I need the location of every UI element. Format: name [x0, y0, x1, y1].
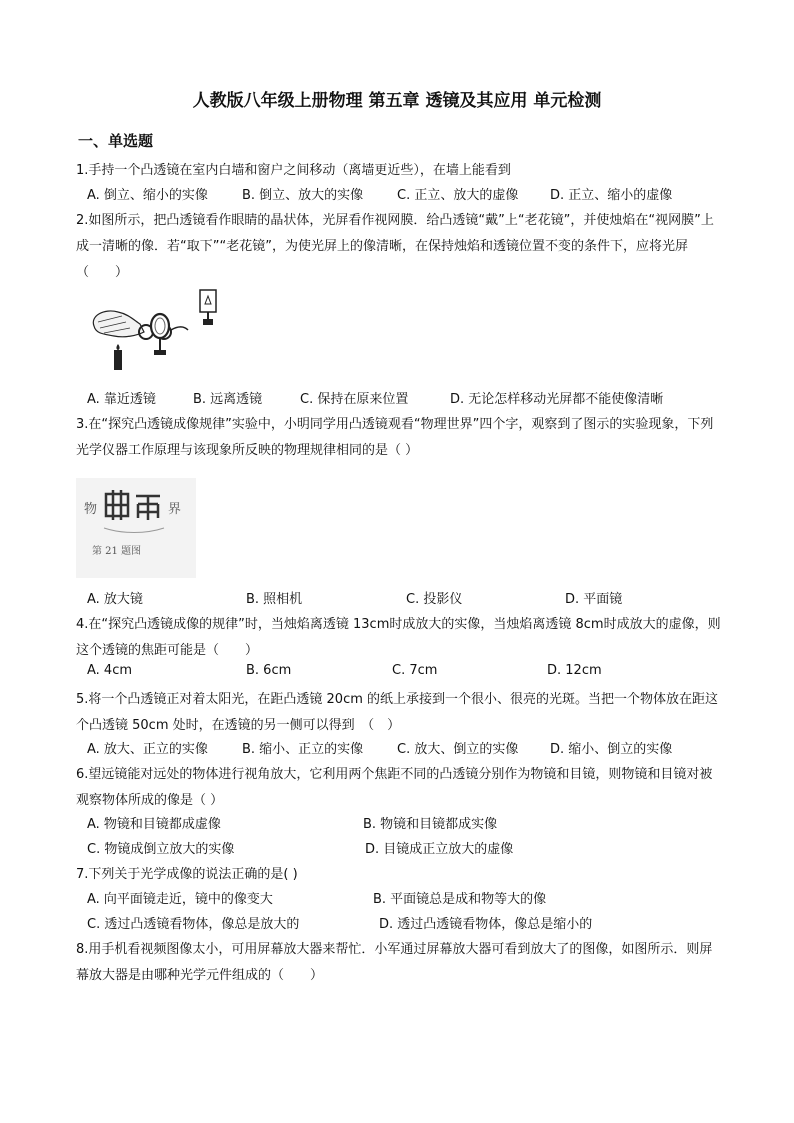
option-c: C. 透过凸透镜看物体，像总是放大的	[87, 917, 300, 932]
option-a: A. 倒立、缩小的实像	[87, 188, 208, 203]
question-2-figure	[84, 286, 234, 376]
option-b: B. 平面镜总是成和物等大的像	[373, 892, 547, 907]
question-1-options	[87, 184, 727, 208]
option-c: C. 物镜成倒立放大的实像	[87, 842, 235, 857]
question-6-options-row-2	[87, 838, 727, 862]
question-2-options	[87, 388, 727, 412]
question-8-stem: 8.用手机看视频图像太小，可用屏幕放大器来帮忙．小军通过屏幕放大器可看到放大了的图像，如图所示．则屏幕放大器是由哪种光学元件组成的（ ）	[76, 942, 713, 983]
option-d: D. 平面镜	[565, 592, 623, 607]
option-a: A. 向平面镜走近，镜中的像变大	[87, 892, 273, 907]
option-d: D. 透过凸透镜看物体，像总是缩小的	[379, 917, 593, 932]
option-a: A. 4cm	[87, 663, 133, 678]
option-a: A. 靠近透镜	[87, 392, 156, 407]
option-a: A. 放大、正立的实像	[87, 742, 208, 757]
option-c: C. 7cm	[392, 663, 438, 678]
question-5-stem: 5.将一个凸透镜正对着太阳光，在距凸透镜 20cm 的纸上承接到一个很小、很亮的光斑。当把一个物体放在距这个凸透镜 50cm 处时，在透镜的另一侧可以得到 （ ）	[76, 692, 719, 733]
option-d: D. 缩小、倒立的实像	[550, 742, 673, 757]
option-c: C. 保持在原来位置	[300, 392, 409, 407]
question-6-options-row-1	[87, 813, 727, 837]
option-b: B. 照相机	[246, 592, 303, 607]
option-c: C. 放大、倒立的实像	[397, 742, 519, 757]
question-4-stem: 4.在“探究凸透镜成像的规律”时，当烛焰离透镜 13cm时成放大的实像，当烛焰离透镜 8cm时成放大的虚像，则这个透镜的焦距可能是（ ）	[76, 617, 721, 658]
question-6-stem: 6.望远镜能对远处的物体进行视角放大，它利用两个焦距不同的凸透镜分别作为物镜和目镜，则物镜和目镜对被观察物体所成的像是（ ）	[76, 767, 713, 808]
magnified-characters-illustration	[102, 484, 166, 534]
question-7-options-row-2	[87, 913, 727, 937]
option-b: B. 远离透镜	[193, 392, 263, 407]
question-3-options	[87, 588, 727, 612]
candle-lens-glasses-illustration	[84, 286, 234, 376]
option-b: B. 倒立、放大的实像	[242, 188, 364, 203]
question-4-options	[87, 663, 727, 687]
figure-caption: 第 21 题图	[92, 546, 142, 557]
question-3-figure	[76, 478, 196, 578]
option-d: D. 目镜成正立放大的虚像	[365, 842, 514, 857]
section-heading: 一、单选题	[78, 132, 154, 150]
question-1-stem: 1.手持一个凸透镜在室内白墙和窗户之间移动（离墙更近些），在墙上能看到	[76, 163, 511, 178]
option-a: A. 物镜和目镜都成虚像	[87, 817, 221, 832]
question-7-options-row-1	[87, 888, 727, 912]
option-a: A. 放大镜	[87, 592, 143, 607]
option-b: B. 缩小、正立的实像	[242, 742, 364, 757]
option-c: C. 投影仪	[406, 592, 463, 607]
figure-char-left: 物	[84, 502, 98, 517]
question-2-stem: 2.如图所示，把凸透镜看作眼睛的晶状体，光屏看作视网膜．给凸透镜“戴”上“老花镜”，并使烛焰在“视网膜”上成一清晰的像．若“取下”“老花镜”，为使光屏上的像清晰，在保持烛焰和透镜位置不变的条件下，应将光屏（ ）	[76, 213, 714, 280]
question-7-stem: 7.下列关于光学成像的说法正确的是( )	[76, 867, 298, 882]
page-title: 人教版八年级上册物理 第五章 透镜及其应用 单元检测	[192, 91, 602, 111]
question-5-options	[87, 738, 727, 762]
question-3-stem: 3.在“探究凸透镜成像规律”实验中，小明同学用凸透镜观看“物理世界”四个字，观察到了图示的实验现象，下列光学仪器工作原理与该现象所反映的物理规律相同的是（ ）	[76, 417, 714, 458]
figure-char-right: 界	[168, 502, 182, 517]
option-c: C. 正立、放大的虚像	[397, 188, 519, 203]
option-d: D. 12cm	[547, 663, 602, 678]
option-b: B. 物镜和目镜都成实像	[363, 817, 498, 832]
option-d: D. 无论怎样移动光屏都不能使像清晰	[450, 392, 664, 407]
option-d: D. 正立、缩小的虚像	[550, 188, 673, 203]
option-b: B. 6cm	[246, 663, 292, 678]
